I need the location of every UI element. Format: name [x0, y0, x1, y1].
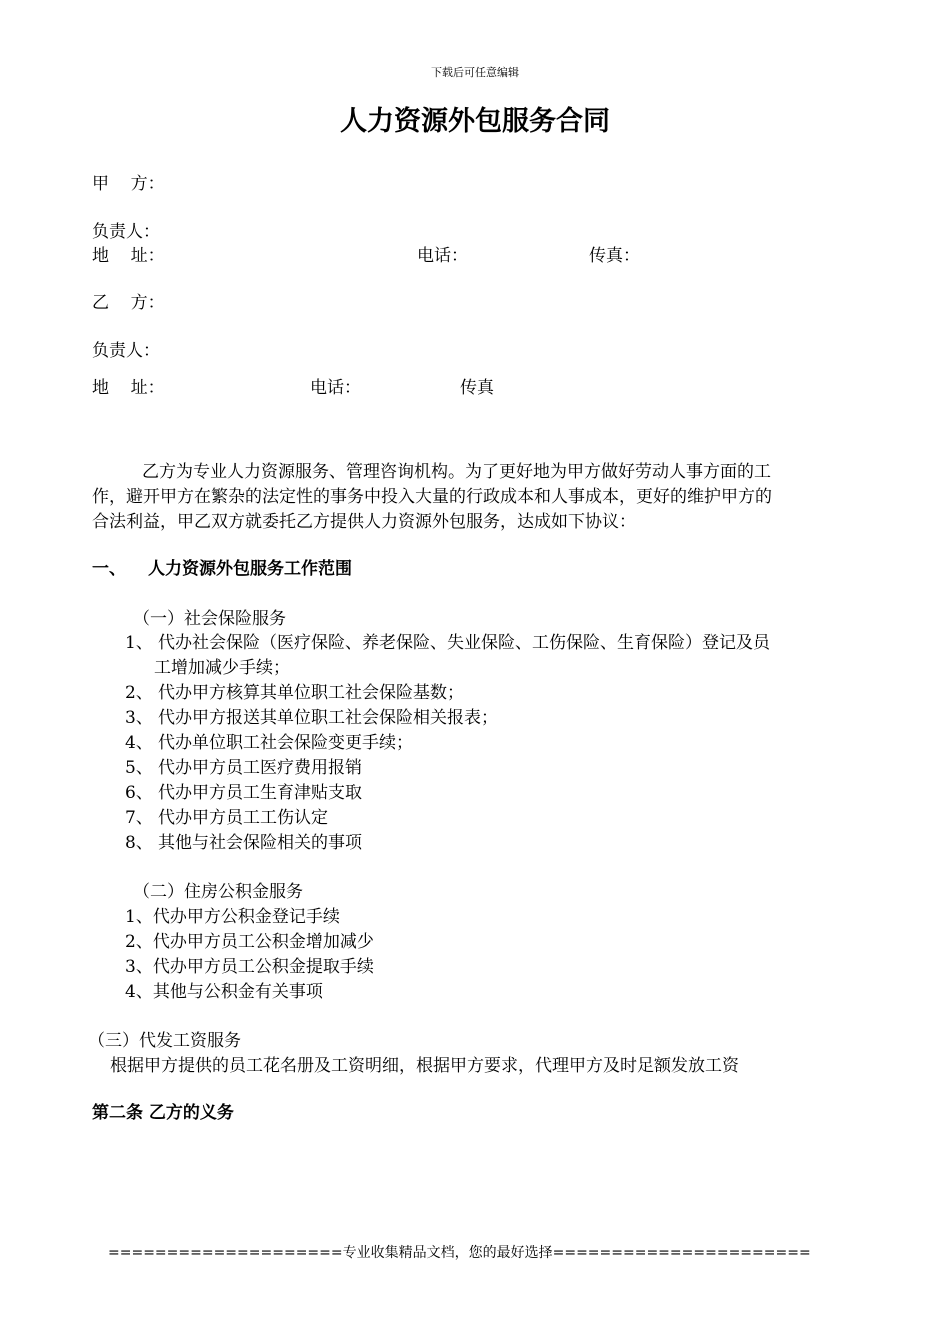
housing-fund-title: （二）住房公积金服务 [133, 882, 303, 902]
party-b-fax-label: 传真 [460, 378, 494, 398]
si-item-3-text: 代办甲方报送其单位职工社会保险相关报表； [158, 708, 498, 728]
si-item-5-num: 5、 [125, 758, 153, 778]
hf-item-3: 3、代办甲方员工公积金提取手续 [125, 957, 374, 977]
si-item-3-num: 3、 [125, 708, 153, 728]
si-item-7-num: 7、 [125, 808, 153, 828]
si-item-1-text: 代办社会保险（医疗保险、养老保险、失业保险、工伤保险、生育保险）登记及员 [158, 633, 770, 653]
si-item-2-num: 2、 [125, 683, 153, 703]
si-item-1-num: 1、 [125, 633, 153, 653]
section-1-number: 一、 [92, 559, 126, 579]
si-item-8-text: 其他与社会保险相关的事项 [158, 833, 362, 853]
party-b-label: 乙 方： [92, 293, 165, 313]
party-b-person-label: 负责人： [92, 341, 160, 361]
si-item-2-text: 代办甲方核算其单位职工社会保险基数； [158, 683, 464, 703]
si-item-4-text: 代办单位职工社会保险变更手续； [158, 733, 413, 753]
si-item-6-num: 6、 [125, 783, 153, 803]
party-a-label: 甲 方： [92, 174, 165, 194]
party-a-person-label: 负责人： [92, 222, 160, 242]
si-item-5-text: 代办甲方员工医疗费用报销 [158, 758, 362, 778]
intro-line-1: 乙方为专业人力资源服务、管理咨询机构。为了更好地为甲方做好劳动人事方面的工 [142, 462, 771, 482]
article-2-title: 第二条 乙方的义务 [92, 1103, 234, 1123]
intro-line-3: 合法利益，甲乙双方就委托乙方提供人力资源外包服务，达成如下协议： [92, 512, 636, 532]
party-b-phone-label: 电话： [310, 378, 361, 398]
si-item-1-cont: 工增加减少手续； [154, 658, 290, 678]
social-insurance-title: （一）社会保险服务 [133, 609, 286, 629]
payroll-title: （三）代发工资服务 [88, 1031, 241, 1051]
si-item-7-text: 代办甲方员工工伤认定 [158, 808, 328, 828]
document-title: 人力资源外包服务合同 [340, 106, 610, 137]
hf-item-2: 2、代办甲方员工公积金增加减少 [125, 932, 374, 952]
header-note: 下载后可任意编辑 [431, 66, 519, 79]
intro-line-2: 作，避开甲方在繁杂的法定性的事务中投入大量的行政成本和人事成本，更好的维护甲方的 [92, 487, 772, 507]
payroll-text: 根据甲方提供的员工花名册及工资明细，根据甲方要求，代理甲方及时足额发放工资 [110, 1056, 739, 1076]
si-item-8-num: 8、 [125, 833, 153, 853]
party-a-fax-label: 传真： [589, 246, 640, 266]
si-item-6-text: 代办甲方员工生育津贴支取 [158, 783, 362, 803]
hf-item-1: 1、代办甲方公积金登记手续 [125, 907, 340, 927]
si-item-4-num: 4、 [125, 733, 153, 753]
footer-banner: ====================专业收集精品文档，您的最好选择====================== [108, 1245, 811, 1261]
hf-item-4: 4、其他与公积金有关事项 [125, 982, 323, 1002]
party-a-phone-label: 电话： [417, 246, 468, 266]
party-b-address-label: 地 址： [92, 378, 165, 398]
party-a-address-label: 地 址： [92, 246, 165, 266]
section-1-title: 人力资源外包服务工作范围 [148, 559, 352, 579]
